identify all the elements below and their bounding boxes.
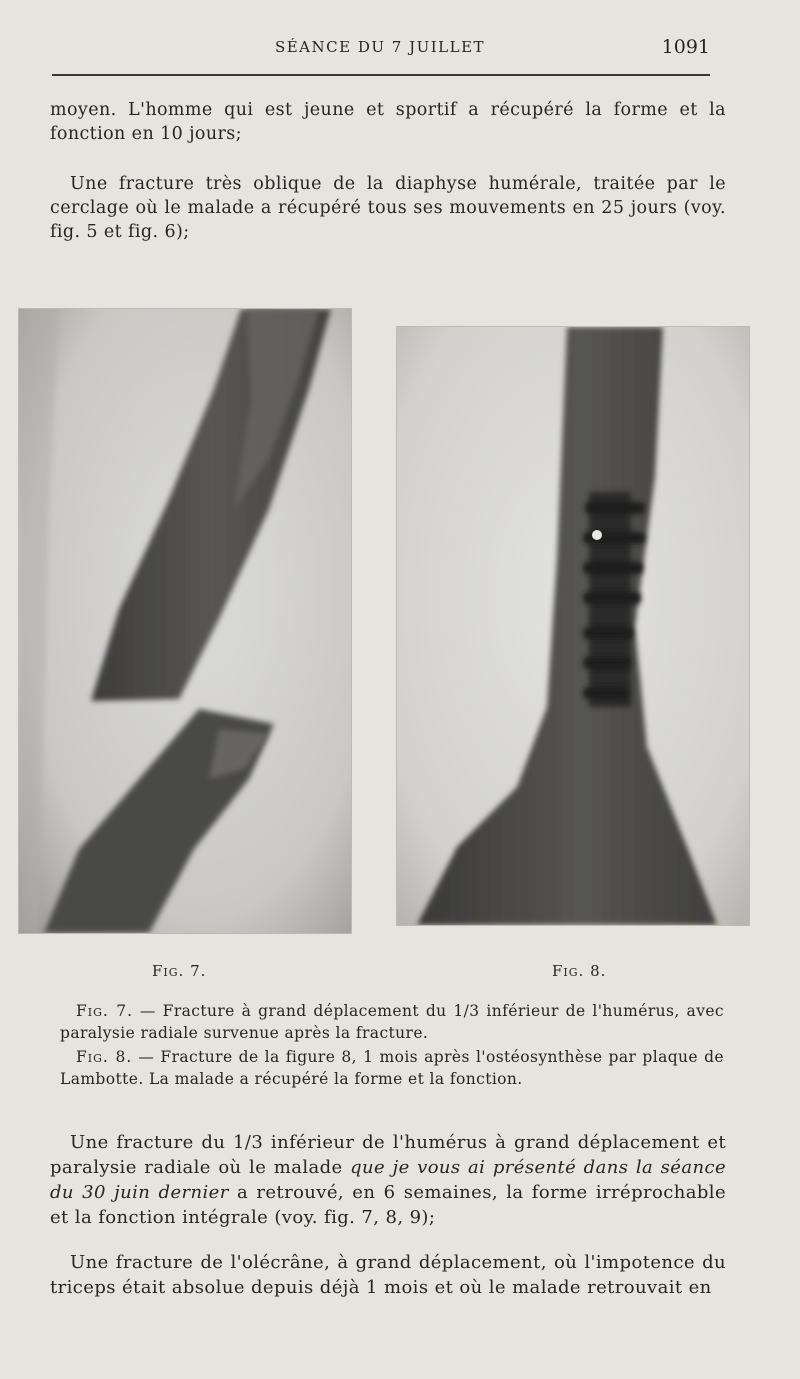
figure-8-caption-tag: Fig. 8. <box>76 1048 133 1066</box>
header-rule <box>52 74 710 76</box>
paragraph-1: moyen. L'homme qui est jeune et sportif a récupéré la forme et la fonction en 10 jours; <box>50 100 726 144</box>
paragraph-3-part-a: Une fracture du 1/3 inférieur de l'humérus à grand déplacement et paralysie radiale où le malade <box>50 1132 726 1178</box>
paragraph-4: Une fracture de l'olécrâne, à grand déplacement, où l'impotence du triceps était absolue depuis déjà 1 mois et où le malade retrouvait en <box>50 1252 726 1298</box>
paragraph-2: Une fracture très oblique de la diaphyse humérale, traitée par le cerclage où le malade a récupéré tous ses mouvements en 25 jours (voy. fig. 5 et fig. 6); <box>50 174 726 242</box>
figure-8-label: Fig. 8. <box>552 962 607 980</box>
running-head <box>50 36 710 60</box>
figure-8-caption <box>60 1046 724 1090</box>
figure-7-caption-text: — Fracture à grand déplacement du 1/3 inférieur de l'humérus, avec paralysie radiale survenue après la fracture. <box>60 1002 724 1042</box>
figure-8-radiograph <box>396 326 750 926</box>
figure-7-radiograph <box>18 308 352 934</box>
figure-7-caption-tag: Fig. 7. <box>76 1002 134 1020</box>
figure-7-label: Fig. 7. <box>152 962 207 980</box>
figure-8-caption-text: — Fracture de la figure 8, 1 mois après l'ostéosynthèse par plaque de Lambotte. La malade a récupéré la forme et la fonction. <box>60 1048 724 1088</box>
paragraph-3-part-b: a retrouvé, en 6 semaines, la forme irréprochable et la fonction intégrale (voy. fig. 7, 8, 9); <box>50 1182 726 1228</box>
figure-7-caption <box>60 1000 724 1044</box>
page-number: 1091 <box>661 36 710 58</box>
paragraph-3-italic: que je vous ai présenté dans la séance du 30 juin dernier <box>50 1157 727 1203</box>
paragraph-3 <box>50 1130 726 1230</box>
running-title: SÉANCE DU 7 JUILLET <box>274 38 486 56</box>
